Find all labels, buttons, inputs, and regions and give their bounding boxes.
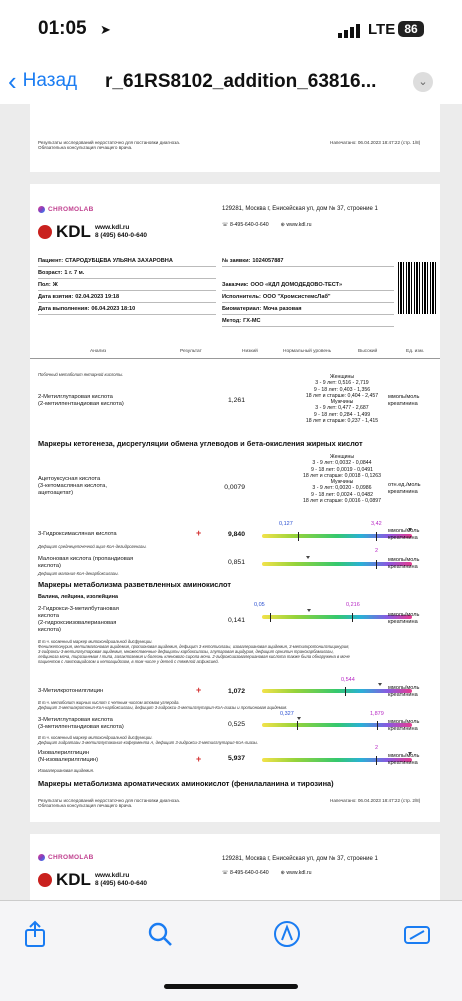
navigation-bar (0, 60, 462, 104)
barcode (398, 262, 438, 314)
executor-row: Исполнитель: ООО "ХромсистемсЛаб" (222, 292, 394, 303)
document-title: r_61RS8102_addition_63816... (105, 71, 377, 92)
kdl-phone: 8 (495) 640-0-640 (94, 880, 147, 887)
share-icon[interactable] (20, 919, 50, 949)
analysis-result: 0,851 (227, 559, 245, 566)
analysis-name: Ацетоуксусная кислота (3-кетомасляная кислота, ацетоацетат) (38, 476, 107, 496)
analysis-unit: ммоль/моль креатинина (388, 685, 420, 698)
pdf-page-2 (30, 184, 440, 822)
norm-low-label: 0,05 (254, 602, 265, 608)
page2-footer-note: Результаты исследований недостаточно для постановки диагноза. Обязательна консультация лечащего врача. (38, 798, 181, 808)
analysis-result: 1,261 (227, 397, 245, 404)
reference-ranges: Женщины 3 - 9 лет: 0,0032 - 0,0844 9 - 18 лет: 0,0019 - 0,0491 18 лет и старше: 0,0018 - 0,1263 Мужчины 3 - 9 лет: 0,0020 - 0,0986 9 - 18 лет: 0,0024 - 0,0482 18 лет и старше: 0,0016 - 0,0897 (302, 454, 382, 505)
page1-footer-printed: Напечатано: 06.04.2023 18:47:22 (стр. 1/8) (330, 140, 421, 145)
analysis-name: 3-Метилкротонилглицин (38, 688, 104, 694)
norm-high-label: 1,879 (370, 711, 384, 717)
row-note: Дефицит малонил-КоА-декарбоксилазы. (38, 571, 119, 576)
row-note: В т.ч. косвенный маркер митохондриальной дисфункции. Дефицит гидратазы 3-метилглутаконил-кофермента А, дефицит 3-гидрокси-3-метилглутарил-КоА-лиазы. (38, 735, 259, 745)
section-title: Маркеры кетогенеза, дисрегуляции обмена углеводов и бета-окисления жирных кислот (38, 439, 363, 448)
chromolab-logo-icon (38, 854, 45, 861)
result-marker (378, 683, 382, 686)
kdl-site: www.kdl.ru (94, 872, 130, 879)
biomaterial-row: Биоматериал: Моча разовая (222, 304, 394, 315)
analysis-result: 0,525 (227, 721, 245, 728)
phone-contact: ☏ 8-495-640-0-640 (222, 870, 269, 876)
patient-row: Пациент: СТАРОДУБЦЕВА УЛЬЯНА ЗАХАРОВНА (38, 256, 216, 267)
range-tick (297, 721, 298, 730)
row-note: В т.ч. метаболит жирных кислот с четным числом атомов углерода. Дефицит 3-метилкротонил-КоА-карбоксилазы, дефицит 3-гидрокси-3-метилглутарил-КоА-лиазы и пропионовая ацидемия. (38, 700, 288, 710)
network-type: LTE (368, 21, 396, 38)
order-row: № заявки: 1024057887 (222, 256, 394, 267)
norm-low-label: 0,327 (280, 711, 294, 717)
web-contact: ⊕ www.kdl.ru (280, 222, 312, 228)
norm-high-label: 2 (375, 548, 379, 554)
analysis-result: 0,0079 (224, 484, 245, 491)
analysis-unit: ммоль/моль креатинина (388, 394, 420, 407)
markup-icon[interactable] (272, 919, 302, 949)
pdf-page-3 (30, 834, 440, 900)
kdl-logo: KDL www.kdl.ru 8 (495) 640-0-640 (38, 870, 147, 890)
range-tick (376, 532, 377, 541)
norm-high-label: 0,544 (341, 677, 355, 683)
row-note: В т.ч. косвенный маркер митохондриальной дисфункции. Фенилкетонурия, метилмалоновая ацидемия, пропионовая ацидемия, дефицит 3-кетотиолазы, изовалериановая ацидемия, 3-метилкротонилглицинурия, 3-гидрокси-3-метилглутаровая ацидемия, множественные дефициты карбоксилазы, глутаровая ацидурия, дефицит орнитин транскарбамилазы, лейциноза моча, тирозинемия I типа, галактоземия и болезнь кленового сиропа мочи. 2-гидроксиизовалериановая кислота также была обнаружена в моче пациентов с лактоацидозом и кетоацидозом, в том числе у детей с тяжёлой асфиксией. (38, 639, 350, 664)
edit-icon[interactable] (402, 919, 432, 949)
reference-ranges: Женщины 3 - 9 лет: 0,516 - 2,719 9 - 18 лет: 0,403 - 1,356 18 лет и старше: 0,404 - 2,457 Мужчины 3 - 9 лет: 0,477 - 2,687 9 - 18 лет: 0,284 - 1,499 18 лет и старше: 0,237 - 1,415 (305, 374, 379, 425)
analysis-result: 9,840 (227, 531, 245, 538)
col-units: Ед. изм. (406, 349, 425, 354)
range-tick (270, 613, 271, 622)
row-note: Дефицит среднецепочечной ацил-КоА-дегидрогеназы. (38, 544, 147, 549)
result-marker (307, 609, 311, 612)
date-done-row: Дата выполнения: 06.04.2023 18:10 (38, 304, 216, 315)
lab-contacts (222, 222, 311, 228)
analysis-name: Малоновая кислота (пропандиовая кислота) (38, 556, 134, 569)
pdf-page-1 (30, 104, 440, 172)
elevated-flag: + (196, 685, 202, 695)
analysis-name: 3-Гидроксимасляная кислота (38, 531, 117, 537)
col-high: Высокий (358, 349, 378, 354)
lab-address: 129281, Москва г, Енисейская ул, дом № 37, строение 1 (222, 856, 378, 862)
col-normal: Нормальный уровень (283, 349, 332, 354)
row-note: Побочный метаболит янтарной кислоты. (38, 372, 124, 377)
date-taken-row: Дата взятия: 02.04.2023 19:18 (38, 292, 216, 303)
signal-icon (338, 24, 362, 38)
analysis-name: 2-Метилглутаровая кислота (2-метилпентандиовая кислота) (38, 394, 124, 407)
result-marker (297, 717, 301, 720)
analysis-unit: ммоль/моль креатинина (388, 753, 420, 766)
chromolab-logo: CHROMOLAB (38, 854, 94, 861)
range-tick (376, 756, 377, 765)
norm-high-label: 2 (375, 745, 379, 751)
method-row: Метод: ГХ-МС (222, 316, 394, 327)
sex-row: Пол: Ж (38, 280, 216, 291)
chevron-left-icon: ‹ (8, 66, 17, 96)
norm-low-label: 0,127 (279, 521, 293, 527)
pdf-viewer[interactable] (0, 104, 462, 900)
analysis-name: 3-Метилглутаровая кислота (3-метилпентандиовая кислота) (38, 717, 124, 730)
col-analysis: Анализ (90, 349, 107, 354)
row-note: Изовалериановая ацидемия. (38, 768, 94, 773)
analysis-result: 1,072 (227, 688, 245, 695)
customer-row: Заказчик: ООО «КДЛ ДОМОДЕДОВО-ТЕСТ» (222, 280, 394, 291)
status-time: 01:05 (38, 18, 87, 39)
page1-footer-note: Результаты исследований недостаточно для постановки диагноза. Обязательна консультация лечащего врача. (38, 140, 181, 150)
back-button[interactable] (8, 66, 78, 96)
analysis-unit: ммоль/моль креатинина (388, 719, 420, 732)
lab-contacts (222, 870, 311, 876)
range-tick (298, 532, 299, 541)
analysis-name: Изовалерилглицин (N-изовалерилглицин) (38, 750, 99, 763)
analysis-name: 2-Гидрокси-3-метилбутановая кислота (2-гидроксиизовалериановая кислота) (38, 606, 119, 633)
page2-footer-printed: Напечатано: 06.04.2023 18:47:22 (стр. 2/8) (330, 798, 421, 803)
col-result: Результат (180, 349, 202, 354)
chevron-down-icon[interactable]: ⌄ (413, 72, 433, 92)
home-indicator (164, 984, 298, 989)
section-title: Маркеры метаболизма ароматических аминокислот (фенилаланина и тирозина) (38, 779, 334, 788)
analysis-unit: отн.ед./моль креатинина (388, 482, 421, 495)
back-label: Назад (22, 70, 78, 91)
subsection-title: Валина, лейцина, изолейцина (38, 594, 118, 600)
phone-contact: ☏ 8-495-640-0-640 (222, 222, 269, 228)
age-row: Возраст: 1 г. 7 м. (38, 268, 216, 279)
col-low: Низкий (242, 349, 258, 354)
range-tick (377, 721, 378, 730)
web-contact: ⊕ www.kdl.ru (280, 870, 312, 876)
search-icon[interactable] (145, 919, 175, 949)
range-tick (345, 687, 346, 696)
analysis-unit: ммоль/моль креатинина (388, 557, 420, 570)
status-bar (0, 0, 462, 60)
elevated-flag: + (196, 754, 202, 764)
lab-address: 129281, Москва г, Енисейская ул, дом № 37, строение 1 (222, 206, 378, 212)
kdl-logo: KDL www.kdl.ru 8 (495) 640-0-640 (38, 222, 147, 242)
range-tick (376, 560, 377, 569)
analysis-result: 5,937 (227, 755, 245, 762)
chromolab-logo-icon (38, 206, 45, 213)
result-marker (306, 556, 310, 559)
kdl-logo-icon (38, 225, 52, 239)
kdl-logo-icon (38, 873, 52, 887)
elevated-flag: + (196, 528, 202, 538)
battery-icon: 86 (398, 21, 424, 37)
analysis-result: 0,141 (227, 617, 245, 624)
analysis-unit: ммоль/моль креатинина (388, 612, 420, 625)
norm-high-label: 3,42 (371, 521, 382, 527)
location-icon: ➤ (100, 22, 111, 37)
chromolab-logo: CHROMOLAB (38, 206, 94, 213)
analysis-unit: ммоль/моль креатинина (388, 528, 420, 541)
section-title: Маркеры метаболизма разветвленных аминокислот (38, 580, 231, 589)
norm-high-label: 0,216 (346, 602, 360, 608)
kdl-site: www.kdl.ru (94, 224, 130, 231)
results-table-header (30, 346, 440, 359)
kdl-phone: 8 (495) 640-0-640 (94, 232, 147, 239)
range-tick (352, 613, 353, 622)
